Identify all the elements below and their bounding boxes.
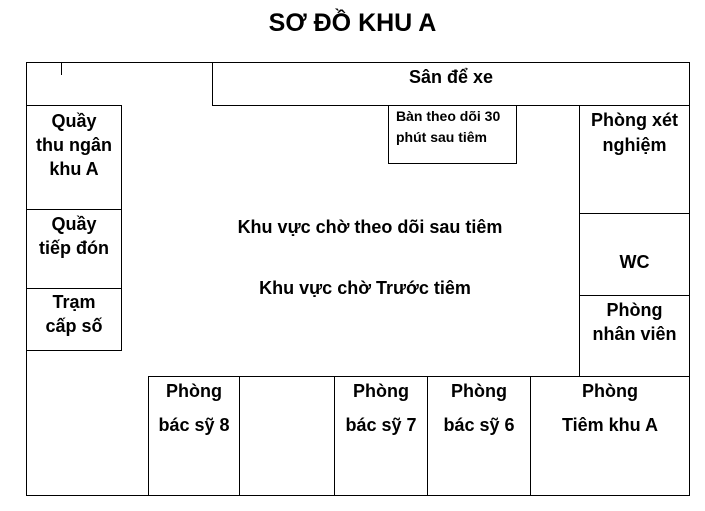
parking-label: Sân để xe bbox=[408, 67, 494, 87]
lab-line2: nghiệm bbox=[602, 135, 667, 155]
doctor8-line1: Phòng bbox=[166, 381, 222, 401]
empty-room bbox=[239, 376, 335, 496]
doctor6-line2: bác sỹ 6 bbox=[443, 415, 515, 435]
cashier-line3: khu A bbox=[49, 159, 99, 179]
doctor7-line2: bác sỹ 7 bbox=[345, 415, 417, 435]
monitor-table-line2: phút sau tiêm bbox=[396, 129, 488, 145]
lab-line1: Phòng xét bbox=[590, 110, 678, 130]
reception-line2: tiếp đón bbox=[39, 238, 109, 258]
numbering-line2: cấp số bbox=[45, 316, 103, 336]
cashier-line2: thu ngân bbox=[36, 135, 112, 155]
waiting-before-injection-label: Khu vực chờ Trước tiêm bbox=[259, 278, 471, 298]
monitor-table-line1: Bàn theo dõi 30 bbox=[396, 108, 501, 124]
wc-label: WC bbox=[619, 252, 650, 272]
diagram-title: SƠ ĐỒ KHU A bbox=[268, 9, 437, 37]
cashier-line1: Quầy bbox=[51, 111, 97, 131]
numbering-line1: Trạm bbox=[52, 292, 96, 312]
waiting-after-injection-label: Khu vực chờ theo dõi sau tiêm bbox=[237, 217, 503, 237]
injection-line2: Tiêm khu A bbox=[561, 415, 659, 435]
injection-line1: Phòng bbox=[582, 381, 638, 401]
doctor6-line1: Phòng bbox=[451, 381, 507, 401]
doctor7-line1: Phòng bbox=[353, 381, 409, 401]
staff-line1: Phòng bbox=[606, 300, 663, 320]
outline-tick bbox=[61, 63, 62, 75]
doctor8-line2: bác sỹ 8 bbox=[158, 415, 230, 435]
reception-line1: Quầy bbox=[51, 214, 97, 234]
staff-line2: nhân viên bbox=[592, 324, 677, 344]
